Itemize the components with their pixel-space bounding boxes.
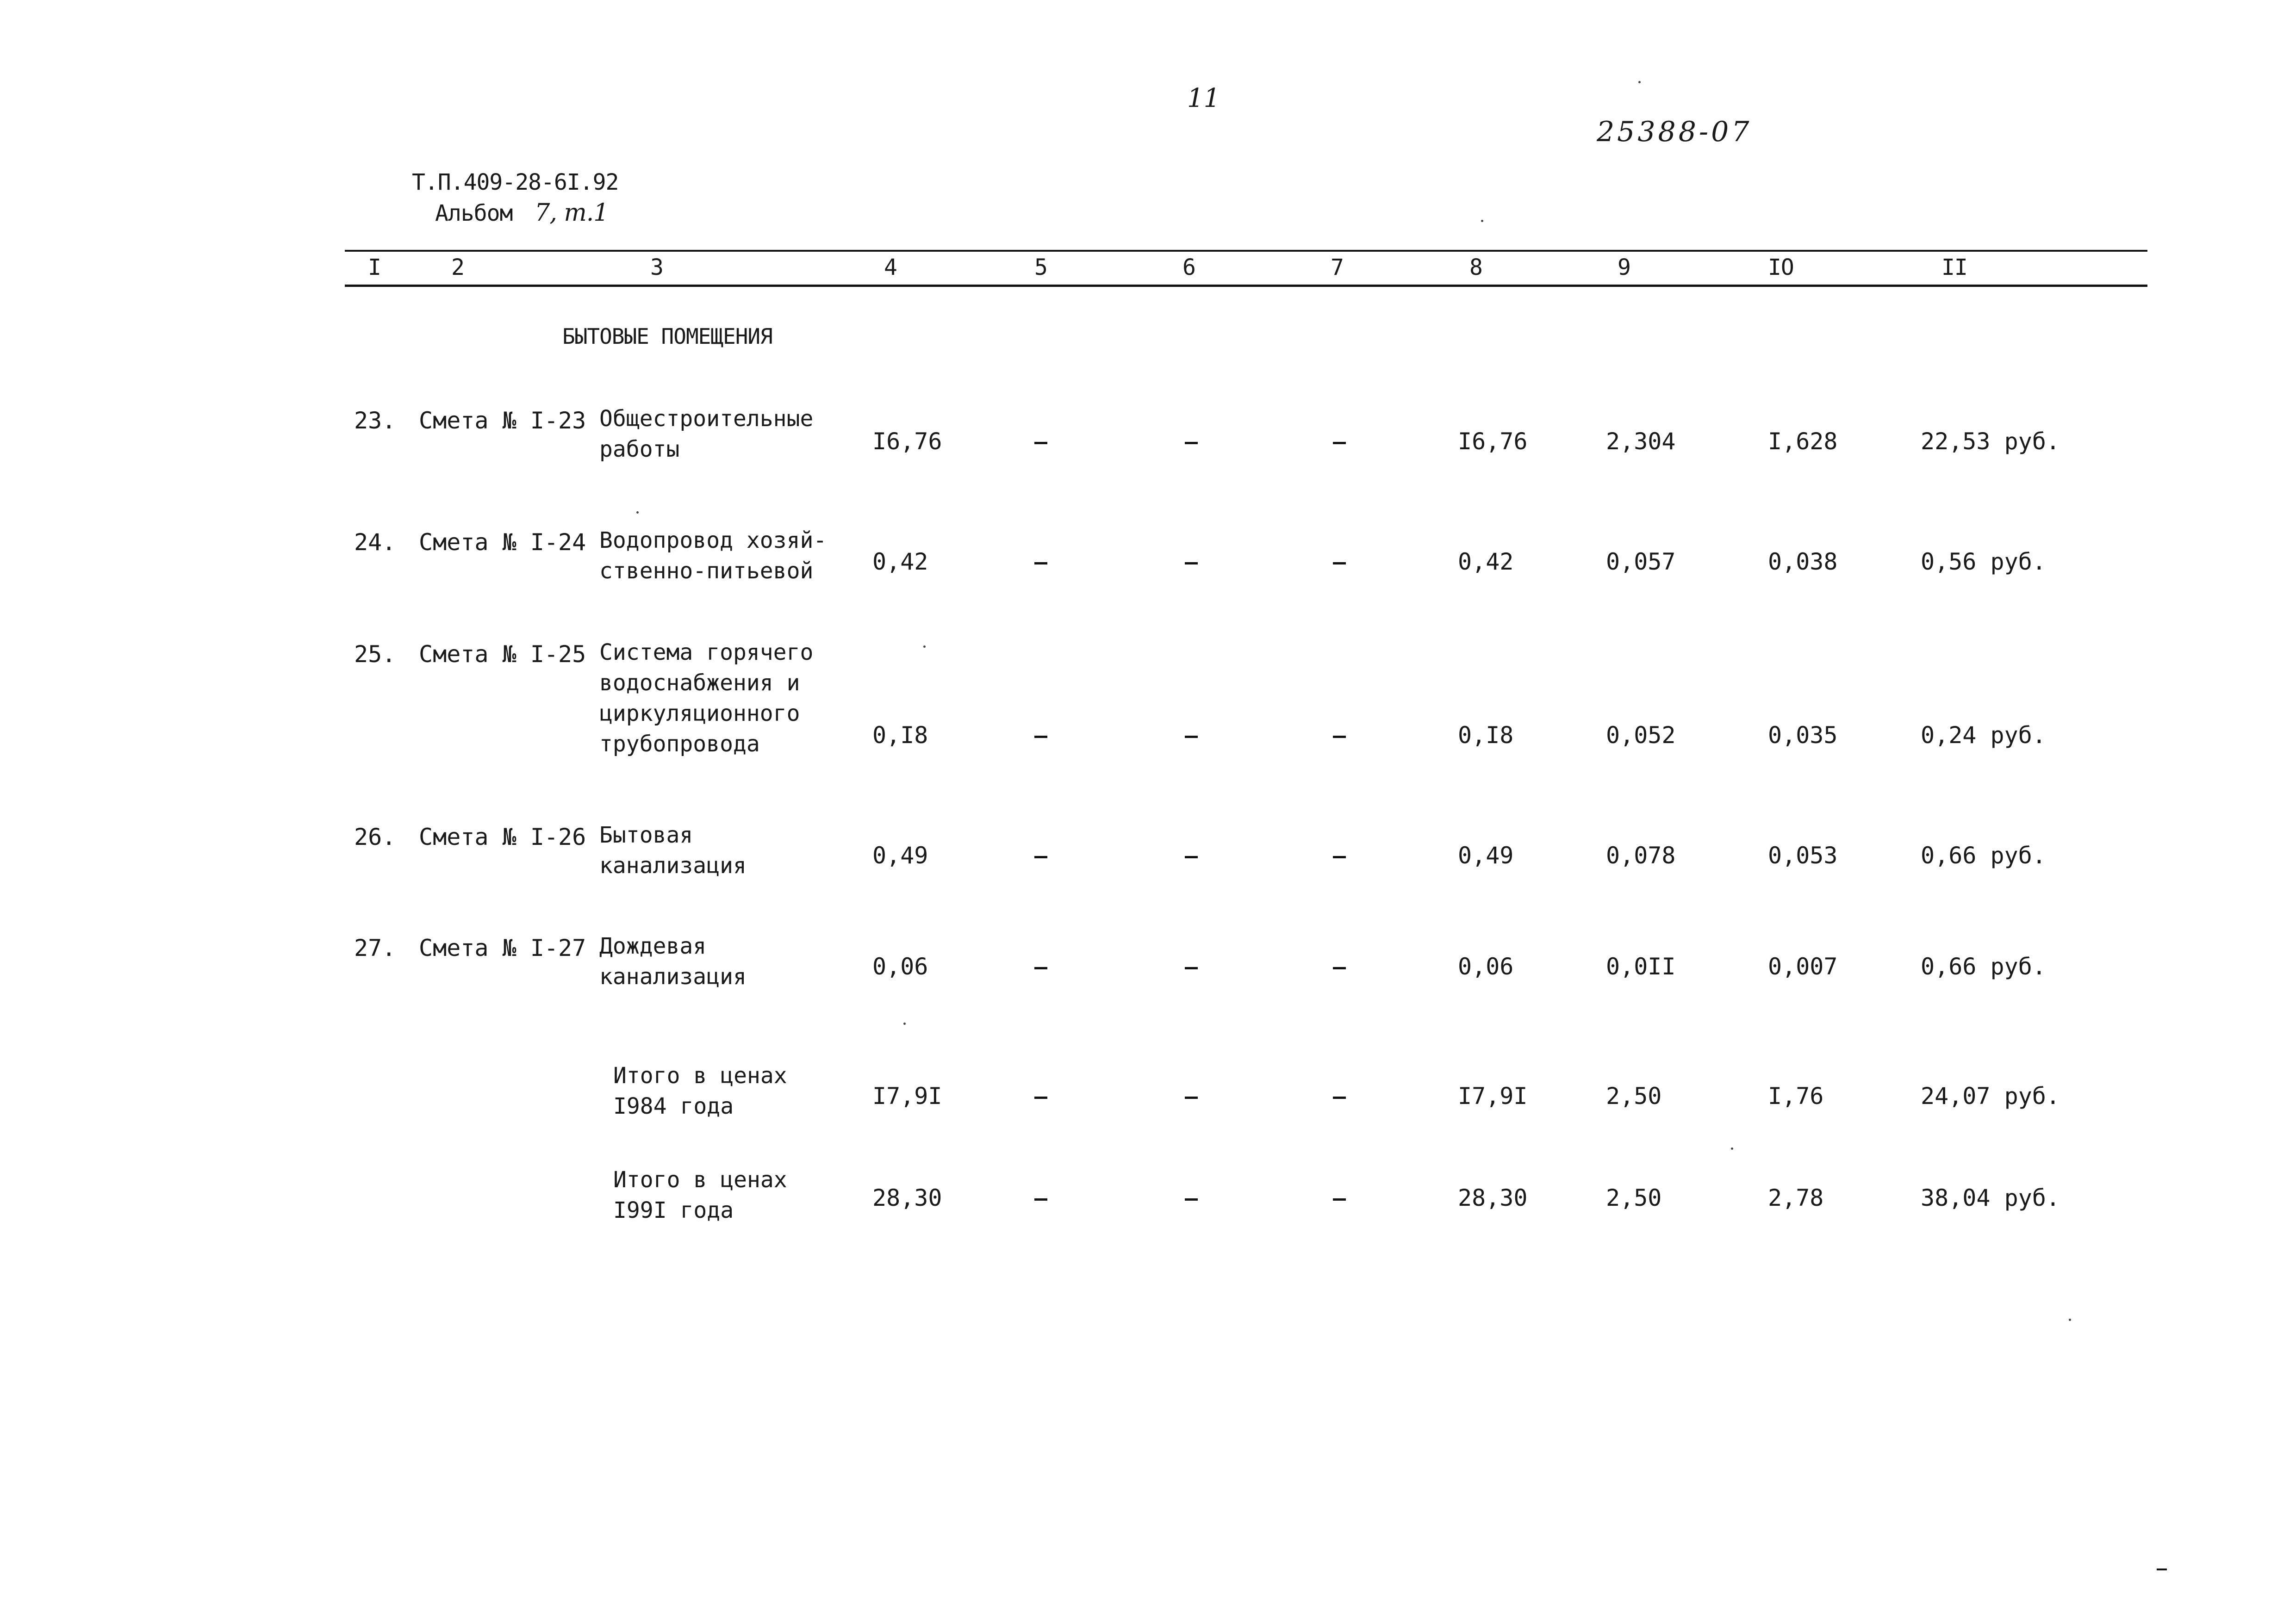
scan-speck [1638, 81, 1641, 83]
row-2-col9: 0,057 [1606, 548, 1676, 575]
row-1-work-name [599, 403, 813, 465]
row-3-work-name [599, 637, 813, 759]
row-3-number: 25. [354, 641, 396, 668]
row-2-col10: 0,038 [1768, 548, 1838, 575]
column-header-1: I [368, 254, 381, 280]
total-1-col4: I7,9I [872, 1083, 942, 1110]
row-4-col7-dash [1333, 856, 1346, 858]
scan-speck [923, 645, 926, 648]
album-label: Альбом [435, 200, 513, 226]
total-1-col5-dash [1034, 1097, 1047, 1099]
row-2-col7-dash [1333, 562, 1346, 564]
scan-speck [903, 1023, 906, 1025]
header-top-rule [345, 250, 2147, 252]
row-3-col10: 0,035 [1768, 722, 1838, 749]
total-2-col4: 28,30 [872, 1184, 942, 1211]
row-4-col5-dash [1034, 856, 1047, 858]
doc-ref-line1: Т.П.409-28-6I.92 [412, 169, 619, 195]
total-2-col9: 2,50 [1606, 1184, 1662, 1211]
row-5-work-name-line: Дождевая [599, 933, 707, 959]
row-3-work-name-line: циркуляционного [599, 701, 800, 726]
column-header-5: 5 [1034, 254, 1047, 280]
row-2-work-name-line: ственно-питьевой [599, 558, 814, 584]
album-handwritten: 7, т.1 [535, 199, 609, 227]
scan-mark [2157, 1569, 2167, 1570]
row-1-col4: I6,76 [872, 428, 942, 455]
row-3-estimate-ref: Смета № I-25 [419, 641, 586, 668]
total-2-label-line: Итого в ценах [613, 1167, 787, 1193]
row-1-col7-dash [1333, 442, 1346, 444]
row-4-number: 26. [354, 824, 396, 850]
row-3-col4: 0,I8 [872, 722, 928, 749]
total-1-label-line: Итого в ценах [613, 1063, 787, 1089]
total-1-label [613, 1060, 787, 1122]
row-2-col6-dash [1185, 562, 1198, 564]
row-3-work-name-line: трубопровода [599, 731, 760, 757]
row-2-work-name-line: Водопровод хозяй- [599, 527, 827, 553]
scan-speck [1731, 1147, 1733, 1150]
scan-speck [2069, 1319, 2071, 1321]
row-4-col6-dash [1185, 856, 1198, 858]
total-2-col5-dash [1034, 1198, 1047, 1201]
row-5-col8: 0,06 [1458, 953, 1514, 980]
column-header-10: IO [1768, 254, 1794, 280]
total-1-col11: 24,07 руб. [1921, 1083, 2060, 1110]
total-2-col6-dash [1185, 1198, 1198, 1201]
row-3-col8: 0,I8 [1458, 722, 1514, 749]
row-5-work-name-line: канализация [599, 964, 747, 990]
column-header-9: 9 [1618, 254, 1630, 280]
row-3-col7-dash [1333, 736, 1346, 738]
row-3-work-name-line: Система горячего [599, 639, 814, 665]
column-header-4: 4 [884, 254, 897, 280]
row-4-estimate-ref: Смета № I-26 [419, 824, 586, 850]
row-2-col5-dash [1034, 562, 1047, 564]
document-code: 25388-07 [1597, 116, 1752, 148]
row-4-work-name [599, 820, 747, 881]
total-1-col6-dash [1185, 1097, 1198, 1099]
row-4-col9: 0,078 [1606, 842, 1676, 869]
row-5-col10: 0,007 [1768, 953, 1838, 980]
total-1-label-line: I984 года [613, 1093, 734, 1119]
doc-ref-line2 [435, 199, 608, 227]
total-2-label-line: I99I года [613, 1197, 734, 1223]
total-2-col11: 38,04 руб. [1921, 1184, 2060, 1211]
total-2-col7-dash [1333, 1198, 1346, 1201]
row-1-col9: 2,304 [1606, 428, 1676, 455]
row-4-work-name-line: Бытовая [599, 822, 693, 848]
row-2-estimate-ref: Смета № I-24 [419, 529, 586, 556]
header-bottom-rule [345, 285, 2147, 287]
row-2-col8: 0,42 [1458, 548, 1514, 575]
row-1-estimate-ref: Смета № I-23 [419, 407, 586, 434]
row-5-number: 27. [354, 935, 396, 961]
column-header-6: 6 [1182, 254, 1195, 280]
row-1-col6-dash [1185, 442, 1198, 444]
row-5-col9: 0,0II [1606, 953, 1676, 980]
column-header-7: 7 [1331, 254, 1344, 280]
row-2-work-name [599, 525, 827, 586]
row-5-col11: 0,66 руб. [1921, 953, 2046, 980]
column-header-11: II [1941, 254, 1967, 280]
row-2-number: 24. [354, 529, 396, 556]
total-1-col9: 2,50 [1606, 1083, 1662, 1110]
row-5-col6-dash [1185, 967, 1198, 969]
row-4-work-name-line: канализация [599, 853, 747, 879]
row-5-col4: 0,06 [872, 953, 928, 980]
total-1-col7-dash [1333, 1097, 1346, 1099]
total-1-col8: I7,9I [1458, 1083, 1528, 1110]
row-4-col10: 0,053 [1768, 842, 1838, 869]
column-header-8: 8 [1469, 254, 1482, 280]
column-header-3: 3 [650, 254, 663, 280]
row-1-work-name-line: Общестроительные [599, 406, 814, 432]
total-2-label [613, 1165, 787, 1226]
row-5-estimate-ref: Смета № I-27 [419, 935, 586, 961]
page-number: 11 [1187, 83, 1220, 113]
total-2-col10: 2,78 [1768, 1184, 1824, 1211]
row-3-col5-dash [1034, 736, 1047, 738]
total-1-col10: I,76 [1768, 1083, 1824, 1110]
row-2-col4: 0,42 [872, 548, 928, 575]
row-3-col11: 0,24 руб. [1921, 722, 2046, 749]
row-3-work-name-line: водоснабжения и [599, 670, 800, 696]
row-1-col5-dash [1034, 442, 1047, 444]
row-5-col7-dash [1333, 967, 1346, 969]
row-1-number: 23. [354, 407, 396, 434]
row-4-col8: 0,49 [1458, 842, 1514, 869]
row-4-col4: 0,49 [872, 842, 928, 869]
total-2-col8: 28,30 [1458, 1184, 1528, 1211]
row-1-work-name-line: работы [599, 436, 680, 462]
row-1-col11: 22,53 руб. [1921, 428, 2060, 455]
column-header-2: 2 [451, 254, 464, 280]
row-5-col5-dash [1034, 967, 1047, 969]
row-1-col8: I6,76 [1458, 428, 1528, 455]
row-2-col11: 0,56 руб. [1921, 548, 2046, 575]
section-title: БЫТОВЫЕ ПОМЕЩЕНИЯ [562, 324, 772, 349]
row-3-col9: 0,052 [1606, 722, 1676, 749]
row-3-col6-dash [1185, 736, 1198, 738]
row-5-work-name [599, 931, 747, 992]
scan-speck [1481, 220, 1483, 222]
row-1-col10: I,628 [1768, 428, 1838, 455]
scan-speck [636, 511, 639, 514]
row-4-col11: 0,66 руб. [1921, 842, 2046, 869]
